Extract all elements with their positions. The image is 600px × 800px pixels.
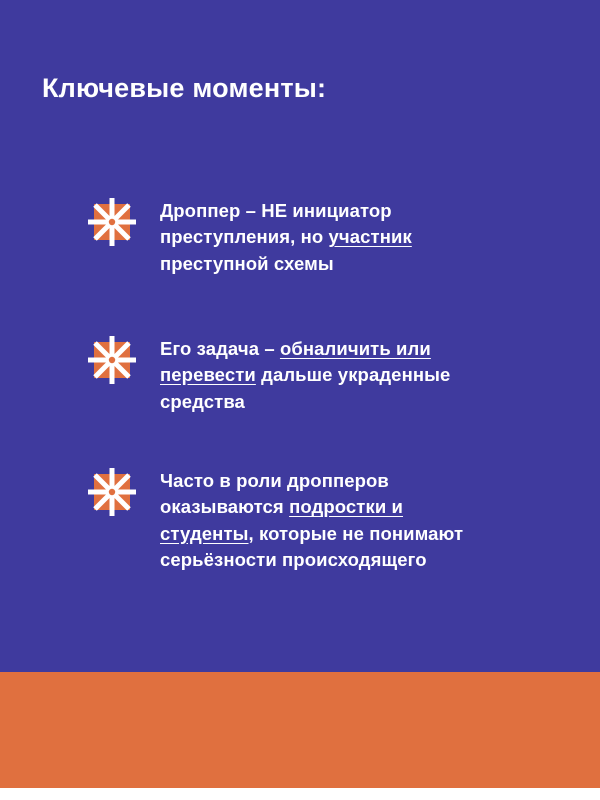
list-item — [88, 336, 500, 415]
text-segment-underlined: подростки и студенты — [160, 496, 404, 544]
text-segment: Часто в роли дропперов оказываются — [160, 470, 389, 518]
text-segment: дальше украденные средства — [160, 364, 451, 412]
text-segment: Дроппер – НЕ инициатор преступления, но — [160, 200, 392, 248]
list-item-text — [160, 198, 500, 277]
text-segment-underlined: обналичить или перевести — [160, 338, 431, 386]
burst-star-icon — [88, 336, 136, 384]
list-item — [88, 468, 490, 573]
text-segment: Его задача – — [160, 338, 280, 359]
text-segment: преступной схемы — [160, 252, 334, 274]
list-item-text — [160, 468, 490, 573]
burst-star-icon — [88, 468, 136, 516]
text-segment-underlined: участник — [328, 226, 412, 248]
text-segment: , которые не понимают серьёзности происходящего — [160, 522, 464, 570]
burst-star-icon — [88, 198, 136, 246]
list-item — [88, 198, 500, 277]
list-item-text — [160, 336, 500, 415]
page-title: Ключевые моменты: — [42, 73, 327, 103]
